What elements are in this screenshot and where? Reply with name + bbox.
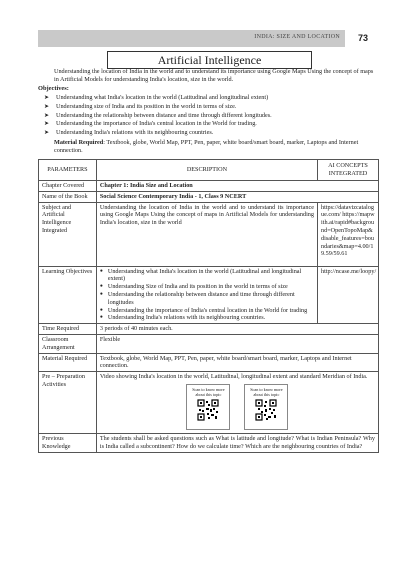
qr-code-icon[interactable] (197, 399, 219, 421)
prev-knowledge-value: The students shall be asked questions such as What is latitude and longitude? What is Indian Peninsula? Why is India called a subcontinent? How do we calculate time? Which are the neighbouring countries of India? (96, 433, 378, 452)
objective-item: ➤ Understanding the importance of India's central location in the World for trading. (44, 120, 257, 128)
row-label: Subject and Artificial Intelligence Integrated (39, 202, 97, 266)
learning-objectives-cell (96, 266, 317, 324)
header-description: DESCRIPTION (96, 160, 317, 181)
list-item: ● Understanding the relationship between distance and time through different longitudes (100, 291, 314, 307)
material-required (54, 139, 379, 155)
row-label: Classroom Arrangement (39, 334, 97, 353)
ai-links: https://datavizcatalogue.com/ https://mapwith.ai/rapid#background=OpenTopoMap&disable_features=boundaries&map=4.00/19.59/59.61 (318, 202, 379, 266)
objective-item: ➤ Understanding India's relations with its neighbouring countries. (44, 129, 214, 137)
row-label: Learning Objectives (39, 266, 97, 324)
table-row (39, 353, 379, 372)
arrow-icon: ➤ (44, 94, 50, 101)
page-number: 73 (348, 30, 378, 47)
qr-codes (100, 381, 375, 432)
qr-code-icon[interactable] (255, 399, 277, 421)
list-item: ● Understanding India's relations with its neighbouring countries. (100, 314, 314, 322)
arrow-icon: ➤ (44, 129, 50, 137)
table-row (39, 181, 379, 192)
ai-link: http://ncase.me/loopy/ (318, 266, 379, 324)
table-row (39, 372, 379, 434)
intro-paragraph: Understanding the location of India in the world and to understand its importance using Google Maps Using the concept of maps in Artificial Models for understanding India's location, size in the world. (54, 68, 374, 84)
arrow-icon: ➤ (44, 102, 50, 110)
classroom-value: Flexible (96, 334, 378, 353)
qr-card (244, 384, 288, 430)
table-row (39, 202, 379, 266)
qr-card (186, 384, 230, 430)
pre-prep-cell (96, 372, 378, 434)
table-header-row (39, 160, 379, 181)
table-row (39, 191, 379, 202)
objectives-list (42, 94, 382, 138)
materials-value: Textbook, globe, World Map, PPT, Pen, paper, white board/smart board, marker, Laptops and Internet connection. (96, 353, 378, 372)
subject-value: Understanding the location of India in the world and to understand its importance using Google Maps Using the concept of maps in Artificial Models for understanding India's location, size in the world (96, 202, 317, 266)
row-label: Previous Knowledge (39, 433, 97, 452)
running-header (38, 30, 378, 47)
arrow-icon: ➤ (44, 111, 50, 119)
time-value: 3 periods of 40 minutes each. (96, 324, 378, 335)
objectives-heading: Objectives: (38, 85, 69, 92)
list-item: ● Understanding Size of India and its position in the world in terms of size (100, 283, 314, 291)
lesson-plan-table (38, 159, 379, 453)
arrow-icon: ➤ (44, 120, 50, 128)
material-label: Material Required (54, 139, 104, 146)
material-text: : Textbook, globe, World Map, PPT, Pen, paper, white board/smart board, marker, Laptops and Internet connection. (54, 139, 359, 155)
objective-item: ➤ Understanding what India's location in the world (Latitudinal and longitudinal extent) (44, 94, 269, 101)
row-label: Name of the Book (39, 191, 97, 202)
row-label: Time Required (39, 324, 97, 335)
objective-item: ➤ Understanding the relationship between distance and time through different longitudes. (44, 111, 272, 119)
header-parameters: PARAMETERS (39, 160, 97, 181)
table-row (39, 433, 379, 452)
objective-item: ➤ Understanding size of India and its position in the world in terms of size. (44, 102, 237, 110)
table-row (39, 266, 379, 324)
table-row (39, 324, 379, 335)
book-value: Social Science Contemporary India - 1, Class 9 NCERT (96, 191, 378, 202)
learning-objectives-list (100, 268, 314, 323)
list-item: ● Understanding what India's location in the world (Latitudinal and longitudinal extent) (100, 268, 314, 284)
row-label: Material Required (39, 353, 97, 372)
list-item: ● Understanding the importance of India's central location in the World for trading (100, 307, 314, 315)
table-row (39, 334, 379, 353)
row-label: Chapter Covered (39, 181, 97, 192)
header-ai-concepts: AI CONCEPTS INTEGRATED (318, 160, 379, 181)
qr-caption: Scan to know more about this topic (192, 386, 225, 397)
pre-prep-value: Video showing India's location in the world, Latitudinal, longitudinal extent and standard Meridian of India. (99, 373, 368, 381)
chapter-value: Chapter 1: India Size and Location (96, 181, 378, 192)
row-label: Pre – Preparation Activities (39, 372, 97, 434)
running-title: INDIA: SIZE AND LOCATION (254, 34, 340, 40)
qr-caption: Scan to know more about this topic (250, 386, 283, 397)
page-title: Artificial Intelligence (107, 51, 312, 69)
